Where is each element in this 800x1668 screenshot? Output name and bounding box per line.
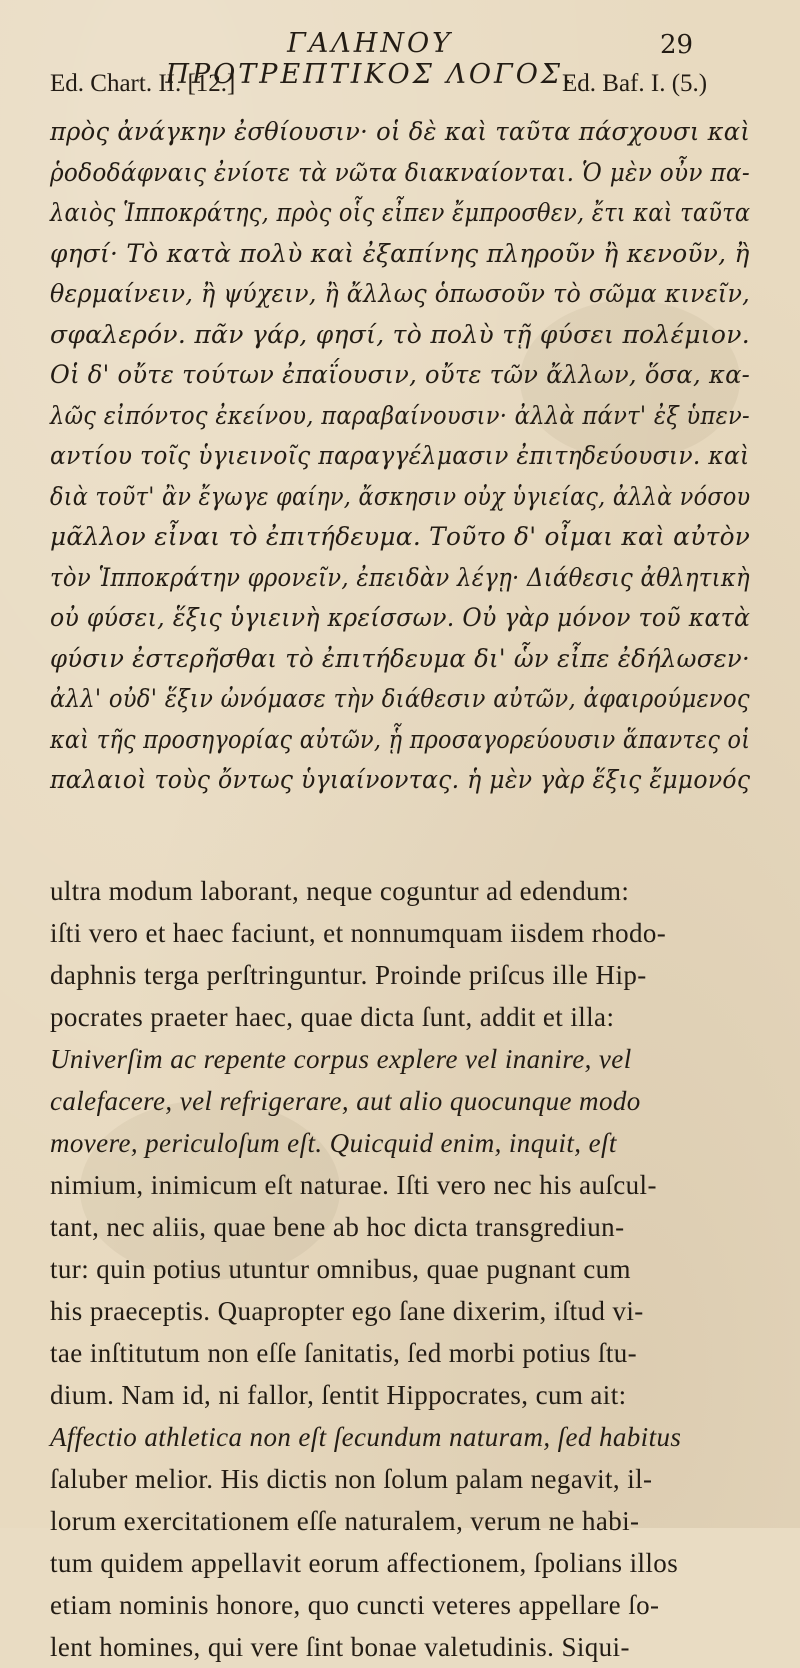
greek-text-line: αντίου τοῖς ὑγιεινοῖς παραγγέλμασιν ἐπιτηδεύουσιν. καὶ bbox=[50, 441, 750, 470]
greek-text-line: φύσιν ἐστερῆσθαι τὸ ἐπιτήδευμα δι' ὧν εἶπε ἐδήλωσεν· bbox=[50, 643, 751, 673]
greek-text-line: διὰ τοῦτ' ἂν ἔγωγε φαίην, ἄσκησιν οὐχ ὑγιείας, ἀλλὰ νόσου bbox=[50, 481, 751, 511]
greek-text-line: σφαλερόν. πᾶν γάρ, φησί, τὸ πολὺ τῇ φύσει πολέμιον. bbox=[50, 319, 750, 349]
latin-text-line: tant, nec aliis, quae bene ab hoc dicta transgrediun- bbox=[50, 1212, 625, 1242]
running-title: ΓΑΛΗΝΟΥ ΠΡΟΤΡΕΠΤΙΚΟΣ ΛΟΓΟΣ. bbox=[165, 28, 575, 90]
edition-reference-right: Ed. Baf. I. (5.) bbox=[562, 70, 708, 97]
latin-text-line: his praeceptis. Quapropter ego ſane dixerim, iſtud vi- bbox=[50, 1296, 644, 1326]
latin-text-line: dium. Nam id, ni fallor, ſentit Hippocrates, cum ait: bbox=[50, 1380, 627, 1410]
latin-text-line: lent homines, qui vere ſint bonae valetudinis. Siqui- bbox=[50, 1632, 630, 1662]
greek-text-line: μᾶλλον εἶναι τὸ ἐπιτήδευμα. Τοῦτο δ' οἶμαι καὶ αὐτὸν bbox=[50, 522, 751, 551]
edition-reference-left: Ed. Chart. II. [12.] bbox=[50, 70, 236, 97]
latin-text-line: ultra modum laborant, neque coguntur ad edendum: bbox=[50, 876, 630, 906]
latin-text-line: Affectio athletica non eſt ſecundum naturam, ſed habitus bbox=[50, 1422, 682, 1452]
page-number: 29 bbox=[660, 30, 694, 60]
greek-text-line: Οἱ δ' οὔτε τούτων ἐπαΐουσιν, οὔτε τῶν ἄλλων, ὅσα, κα- bbox=[50, 360, 751, 389]
latin-text-line: lorum exercitationem eſſe naturalem, verum ne habi- bbox=[50, 1506, 640, 1536]
latin-text-line: etiam nominis honore, quo cuncti veteres appellare ſo- bbox=[50, 1590, 660, 1620]
greek-text-line: καὶ τῆς προσηγορίας αὐτῶν, ᾗ προσαγορεύουσιν ἅπαντες οἱ bbox=[50, 724, 751, 754]
edition-references bbox=[0, 70, 800, 106]
latin-text-line: iſti vero et haec faciunt, et nonnumquam iisdem rhodo- bbox=[50, 918, 667, 948]
greek-text-line: λαιὸς Ἱπποκράτης, πρὸς οἷς εἶπεν ἔμπροσθεν, ἔτι καὶ ταῦτα bbox=[50, 198, 751, 227]
latin-text-line: movere, periculoſum eſt. Quicquid enim, inquit, eſt bbox=[50, 1128, 617, 1158]
greek-text-block bbox=[50, 112, 750, 801]
greek-text-line: τὸν Ἱπποκράτην φρονεῖν, ἐπειδὰν λέγῃ· Διάθεσις ἀθλητικὴ bbox=[50, 562, 750, 592]
greek-text-line: θερμαίνειν, ἢ ψύχειν, ἢ ἄλλως ὁπωσοῦν τὸ σῶμα κινεῖν, bbox=[50, 279, 750, 308]
latin-text-block bbox=[50, 870, 750, 1668]
greek-text-line: λῶς εἰπόντος ἐκείνου, παραβαίνουσιν· ἀλλὰ πάντ' ἐξ ὑπεν- bbox=[50, 400, 750, 430]
latin-text-line: ſaluber melior. His dictis non ſolum palam negavit, il- bbox=[50, 1464, 653, 1494]
greek-text-line: πρὸς ἀνάγκην ἐσθίουσιν· οἱ δὲ καὶ ταῦτα πάσχουσι καὶ bbox=[50, 117, 751, 146]
latin-text-line: tur: quin potius utuntur omnibus, quae pugnant cum bbox=[50, 1254, 631, 1284]
latin-text-line: Univerſim ac repente corpus explere vel inanire, vel bbox=[50, 1044, 632, 1074]
latin-text-line: calefacere, vel refrigerare, aut alio quocunque modo bbox=[50, 1086, 641, 1116]
latin-text-line: daphnis terga perſtringuntur. Proinde priſcus ille Hip- bbox=[50, 960, 647, 990]
latin-text-line: tum quidem appellavit eorum affectionem, ſpolians illos bbox=[50, 1548, 679, 1578]
greek-text-line: ἀλλ' οὐδ' ἕξιν ὠνόμασε τὴν διάθεσιν αὐτῶν, ἀφαιρούμενος bbox=[50, 684, 750, 713]
greek-text-line: ῥοδοδάφναις ἐνίοτε τὰ νῶτα διακναίονται. Ὁ μὲν οὖν πα- bbox=[50, 157, 750, 187]
greek-text-line: οὐ φύσει, ἕξις ὑγιεινὴ κρείσσων. Οὐ γὰρ μόνον τοῦ κατὰ bbox=[50, 603, 751, 632]
greek-text-line: φησί· Τὸ κατὰ πολὺ καὶ ἐξαπίνης πληροῦν ἢ κενοῦν, ἢ bbox=[50, 238, 750, 268]
latin-text-line: pocrates praeter haec, quae dicta ſunt, addit et illa: bbox=[50, 1002, 615, 1032]
greek-text-line: παλαιοὶ τοὺς ὄντως ὑγιαίνοντας. ἡ μὲν γὰρ ἕξις ἔμμονός bbox=[50, 765, 751, 794]
latin-text-line: tae inſtitutum non eſſe ſanitatis, ſed morbi potius ſtu- bbox=[50, 1338, 638, 1368]
latin-text-line: nimium, inimicum eſt naturae. Iſti vero nec his auſcul- bbox=[50, 1170, 657, 1200]
